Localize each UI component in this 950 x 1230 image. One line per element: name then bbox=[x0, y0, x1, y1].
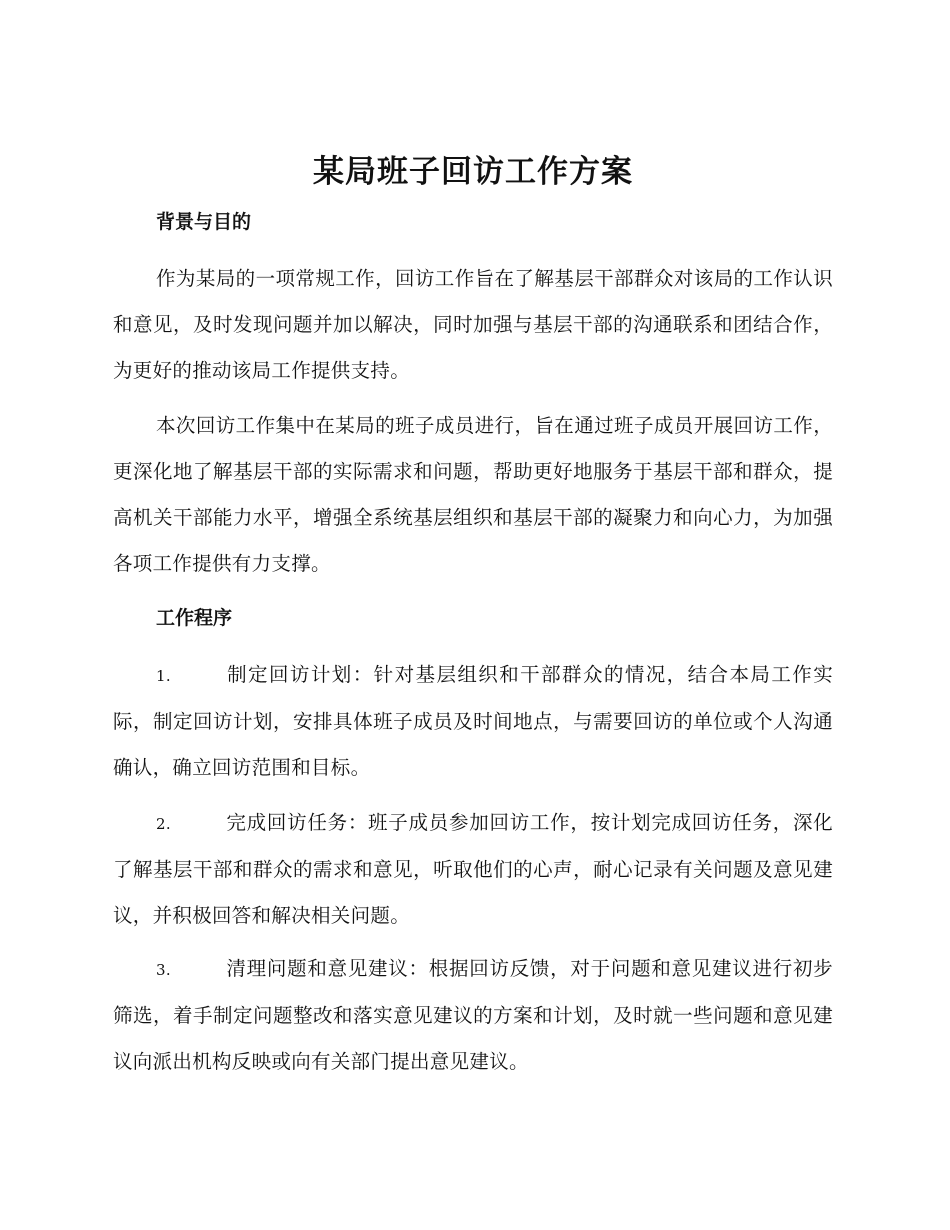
list-item-text: 清理问题和意见建议：根据回访反馈，对于问题和意见建议进行初步筛选，着手制定问题整改和落实意见建议的方案和计划，及时就一些问题和意见建议向派出机构反映或向有关部门提出意见建议。 bbox=[113, 957, 833, 1073]
list-item bbox=[113, 946, 833, 1085]
list-item-number: 2. bbox=[156, 815, 171, 833]
section-heading-background: 背景与目的 bbox=[156, 211, 252, 233]
list-item-text: 完成回访任务：班子成员参加回访工作，按计划完成回访任务，深化了解基层干部和群众的需求和意见，听取他们的心声，耐心记录有关问题及意见建议，并积极回答和解决相关问题。 bbox=[113, 811, 833, 927]
paragraph-scope: 本次回访工作集中在某局的班子成员进行，旨在通过班子成员开展回访工作，更深化地了解基层干部的实际需求和问题，帮助更好地服务于基层干部和群众，提高机关干部能力水平，增强全系统基层组织和基层干部的凝聚力和向心力，为加强各项工作提供有力支撑。 bbox=[113, 414, 833, 575]
list-item-number: 3. bbox=[156, 961, 171, 979]
paragraph-purpose: 作为某局的一项常规工作，回访工作旨在了解基层干部群众对该局的工作认识和意见，及时发现问题并加以解决，同时加强与基层干部的沟通联系和团结合作，为更好的推动该局工作提供支持。 bbox=[113, 267, 833, 382]
list-item-number: 1. bbox=[156, 667, 171, 685]
list-item bbox=[113, 652, 833, 791]
section-heading-procedure: 工作程序 bbox=[156, 607, 233, 629]
document-title: 某局班子回访工作方案 bbox=[313, 154, 633, 190]
list-item-text: 制定回访计划：针对基层组织和干部群众的情况，结合本局工作实际，制定回访计划，安排具体班子成员及时间地点，与需要回访的单位或个人沟通确认，确立回访范围和目标。 bbox=[113, 663, 833, 779]
list-item bbox=[113, 800, 833, 939]
